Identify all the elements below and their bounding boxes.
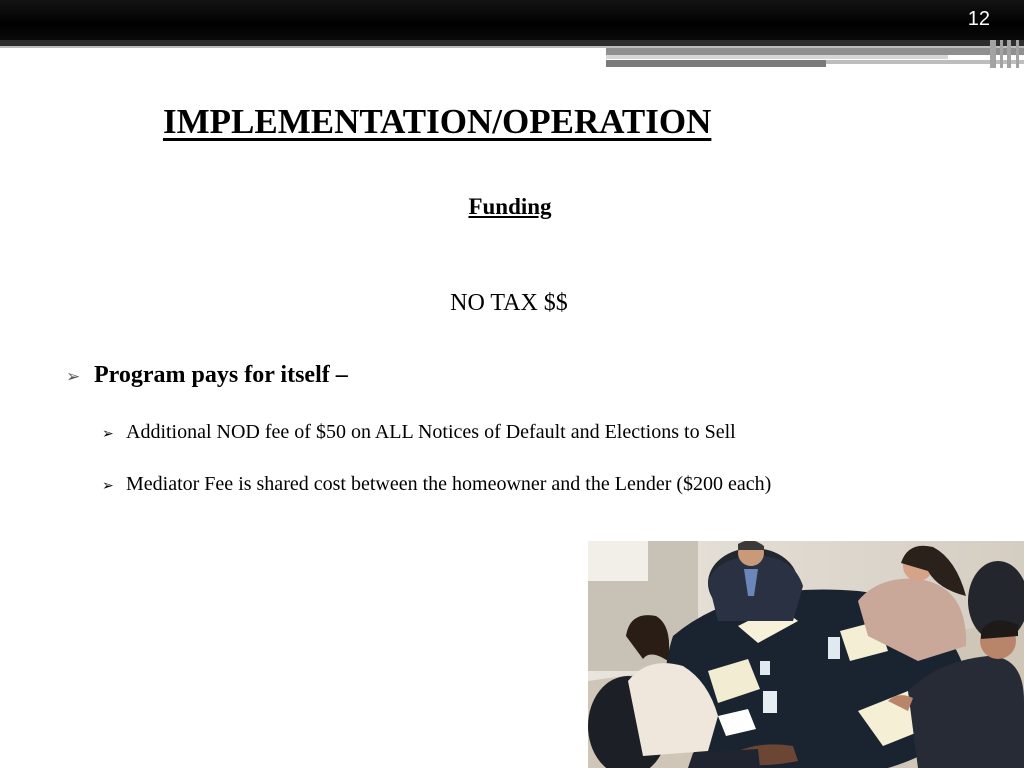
arrow-bullet-icon: ➢	[102, 426, 114, 442]
bullet-text: Program pays for itself –	[94, 362, 348, 388]
bullet-text: Mediator Fee is shared cost between the homeowner and the Lender ($200 each)	[126, 473, 772, 495]
bullet-text: Additional NOD fee of $50 on ALL Notices of Default and Elections to Sell	[126, 421, 736, 443]
header-vertical-bar	[1000, 40, 1003, 68]
business-meeting-photo	[588, 541, 1024, 768]
headline-text: NO TAX $$	[450, 290, 568, 316]
slide-subtitle: Funding	[468, 194, 552, 219]
slide-number: 12	[967, 8, 990, 30]
header-stripe	[606, 55, 948, 59]
bullet-item	[66, 362, 348, 389]
slide-title: IMPLEMENTATION/OPERATION	[163, 102, 712, 141]
header-vertical-bar	[1007, 40, 1011, 68]
sub-bullet-item	[102, 473, 771, 496]
header-vertical-bar	[990, 40, 996, 68]
header-black-band	[0, 0, 1024, 40]
arrow-bullet-icon: ➢	[102, 478, 114, 494]
header-stripe	[606, 60, 826, 67]
arrow-bullet-icon: ➢	[66, 367, 81, 387]
sub-bullet-item	[102, 421, 736, 444]
header-vertical-bar	[1016, 40, 1019, 68]
header-stripe	[606, 48, 1024, 55]
